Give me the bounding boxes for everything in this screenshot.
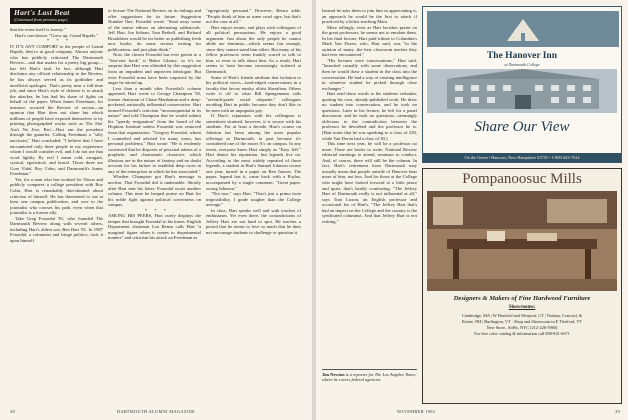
showroom-line: Keene, NH | Burlington, VT · Shop and Showroom in E Thetford, VT — [461, 319, 583, 324]
furniture-photo — [427, 191, 617, 291]
pomp-tagline: Designers & Makers of Fine Hardwood Furniture — [453, 295, 591, 302]
section-break: * * * — [46, 38, 72, 44]
paragraph: that the event itself is looney." — [10, 27, 66, 33]
inn-logo-graphic — [427, 11, 617, 47]
section-banner-subtitle: (Continued from previous page) — [10, 17, 103, 25]
furniture-photo-icon — [427, 191, 617, 291]
column-2 — [108, 8, 201, 403]
inn-contact-bar: On the Green • Hanover, New Hampshire 03755 • 1-800-443-7024 — [423, 153, 621, 162]
issue-date: NOVEMBER 1992 — [396, 409, 436, 414]
left-page — [0, 0, 312, 420]
paragraph: "His lectures were conversations," Hart said, "launched casually with some observations, and then he would draw a student in the class into the conversation. He had a way of creating intelligence in whatever student he picked through close exchanges." — [322, 57, 417, 91]
showroom-line: New Store– SoHo, NYC (212-226-5960) — [486, 325, 558, 330]
column-3 — [206, 8, 301, 403]
paragraph: Hart enjoys tennis, and plays with colleagues of all political persuasions. He enjoys a good argument. Just about the only people he cannot abide are feminists—which seems fair enough, since they cannot stand him either. But many of his fellow professors seem frankly scared to talk to him, or even to talk about him. As a result, Hart seems to have become increasingly isolated at Dartmouth. — [206, 24, 301, 75]
catalog-line[interactable]: For free color catalog & information call 800-841-6671 — [474, 331, 570, 336]
column-1 — [10, 8, 103, 403]
paragraph: Instead he asks them to join him in appreciating it, an approach he would be the first to attack if practiced by a leftist teaching Marx. — [322, 8, 417, 25]
inn-building-image — [427, 69, 617, 113]
paragraph: to lecture The National Review on its failings and offer suggestions for its future. Suggestion Number One, Fossedal wrote: "Steal away some of the senior editors on alternating sabbaticals. Jeff Hart, Joe Sobran, Tom Bethell, and Richard Brookhiser would be far better as publishing fresh new books, do some serious writing for publications, and just plain think." — [108, 8, 201, 52]
paragraph: "egregiously personal." However, Renza adds: "People think of him as some cruel ogre, but that's not the case at all." — [206, 8, 301, 25]
author-bio — [322, 369, 417, 383]
paragraph: If Hart's reputation with his colleagues is sometimes strained, however, it is secure with his students. For at least a decade, Hart's course on Johnson has been among the most popular offerings at Dartmouth, in part because it's considered one of the easier A's on campus. In any event, everyone knew Hart simply as "Easy Jeff." Hart denies his reputation, but legends live on. According to the most widely repeated of those legends, a student in Hart's Samuel Johnson course one year, turned in a paper on Ben Jonson. The paper, legend has it, came back with a B-plus, accompanied by a single comment: "Great paper, wrong Johnson." — [206, 113, 301, 191]
inn-subtitle: at Dartmouth College — [504, 62, 540, 67]
paragraph: More tellingly, even as Hart lavishes praise on the great professors, he seems not to emulate them. In his final lecture, Hart paid tribute to Columbia's Mark Van Doren, who, Hart said, was "in the opinion of many...the best classroom teacher they had ever encountered." — [322, 24, 417, 58]
author-name: Jim Newton — [322, 372, 345, 377]
inn-building-icon — [427, 69, 617, 113]
right-page — [316, 0, 628, 420]
paragraph: Less than a month after Fossedal's column appeared, Hart wrote to George Champion '50, former chairman of Chase Manhattan and a deep-pocketed, nationally influential conservative. Hart termed Fossedal's criticism "inconsequential in its nature" and told Champion that he would submit his "speedy resignation" from the board of the Hopkins Institute unless Fossedal was removed from that organization. "Gregory Fossedal, whom I counseled and advised for many years, has personal problems," Hart wrote. "He is evidently convinced that he disposes of personal talents of a prophetic and charismatic character, which illusions are in the nature of fantasy and no doubt account for his failure to establish deep roots in any of the enterprises in which he has associated." — [108, 85, 201, 174]
pompanoosuc-mills-ad[interactable] — [422, 168, 622, 404]
section-break: * * * — [144, 207, 170, 213]
inn-slogan: Share Our View — [474, 119, 570, 135]
paragraph: Yet, for a man who has worked for Nixon and publicly compares a college president with Roy Cohn, Hart is remarkably thin-skinned about criticism of himself. He has threatened to sue at least one campus publication, and woe to the journalist who crosses his path, even when that journalist is a former ally. — [10, 176, 103, 216]
paragraph: Hart read those words to his students verbatim, quoting his own, already-published work. He drew no student into conversation, and he took no questions. Later in his lecture, he left for a panel discussion, and he took no questions—seemingly oblivious to the contradiction between the professor he described and the professor he is. (Hart notes that he was speaking to a class of 230, while Van Doren had a class of 30.) — [322, 91, 417, 141]
paragraph: Some of Hart's friends attribute that isolation to his political views—hard-edged conservatism in a faculty that favors mushy, elitist liberalism. Others write it off to what Bill Spengemann calls "seventh-grade social etiquette," colleagues avoiding Hart in public because they don't like to be seen with an unpopular guy. — [206, 74, 301, 113]
column-4 — [322, 8, 417, 356]
paragraph: In class, Hart speaks well and with touches of enthusiasm. Yet even there, the contradictions of Jeffrey Hart are not hard to spot. He teaches a period that he seems to love so much that he does not encourage students to challenge or question it. — [206, 207, 301, 235]
pomp-title: Pompanoosuc Mills — [462, 171, 582, 187]
paragraph: Whether Champion got Hart's message is unclear. That Fossedal did is undeniable. Shortly after Hart sent his letter, Fossedal wrote another column. This time he heaped praise on Hart for his noble fight against political correctness on campus. — [108, 174, 201, 208]
paragraph: AMONG HIS PEERS, Hart rarely displays the temper that brought Fossedal to his knees. English Department chairman Lou Renza calls Hart "a marginal figure when it comes to departmental matters" and criticism his attack on Freedman as — [108, 213, 201, 241]
paragraph: Now, the closest Fossedal has ever gotten to a "first-rate book" is Baker Library, so it's no surprise that Hart was offended by this suggestion from an impudent and unproven ideologue. But even Fossedal must have been surprised by the anger he stirred up. — [108, 52, 201, 86]
author-bio-text: is a reporter for The Los Angeles Times, where he covers federal agencies. — [322, 372, 417, 383]
showrooms-label: Showrooms: — [508, 305, 536, 310]
page-number-right: 39 — [615, 409, 620, 414]
publication-name: DARTMOUTH ALUMNI MAGAZINE — [116, 409, 196, 414]
hanover-inn-ad[interactable] — [422, 6, 622, 163]
paragraph: This time next year, he will be a professor no more. There are books to write, National Review editorial meetings to attend, seminars to conduct. And, of course, there will still be the column. In fact, Hart's retirement from Dartmouth may actually mean that people outside of Hanover hear more of him, not less. And for those at the College who might have looked forward to a little peace and quiet, that's hardly comforting. "The Jeffrey Hart of Dartmouth really is not influential at all," says Tom Luxon, an English professor and occasional foe of Hart's. "The Jeffrey Hart that's had an impact on the College and the country is the syndicated columnist. And that Jeffrey Hart is not retiring." — [322, 141, 417, 224]
paragraph: Take Greg Fossedal '81, who founded The Dartmouth Review along with several others, including Hart's oldest son, Ben Hart '81. In 1987 Fossedal, a columnist and fringe politico, took it upon himself — [10, 215, 103, 243]
page-number-left: 38 — [10, 409, 15, 414]
section-banner-title: Hart's Last Beat — [10, 8, 103, 18]
paragraph: Hart's conclusion: "Grow up, Grand Rapids." — [15, 32, 99, 38]
inn-name: The Hanover Inn — [486, 51, 558, 61]
inn-logo-icon — [427, 11, 619, 47]
showroom-line: Cambridge, MA | W Hartford and Westport, CT | Nashua, Concord, & — [461, 313, 583, 318]
paragraph: IT IT'S ANY COMFORT to the people of Grand Rapids, they're in good company. Almost anyone who has publicly criticized The Dartmouth Review—and that makes for a pretty big group—has felt Hart's lash. In fact, although Hart disclaims any official relationship to the Review, he has always served as its godfather and unofficial apologist. That's pretty near a full-time job, and since Hart's style of defense is to attack the attacker, he has had his share of fights on behalf of the paper. When James Freedman, for instance, accused the Review of racism—an opinion that Hart does not share but which millions of people have exposed themselves to by printing photographed works such as 'Dis Sho' Ain't No Jive, Bro'—Hart ran the president through the gauntlet. Calling Freedman a "silly narcissist," Hart concluded: "I believe that I have encountered only three people in my experience whom I would consider evil, and I do not use that word lightly. By evil I mean cold, arrogant, cynical, egotistical, and brutal. Those three are Gore Vidal, Roy Cohn, and Dartmouth's James Freedman." — [10, 43, 103, 177]
paragraph: "Not true," says Hart. "That's just a prima facie impossibility. I grade tougher than the College average." — [206, 191, 301, 208]
